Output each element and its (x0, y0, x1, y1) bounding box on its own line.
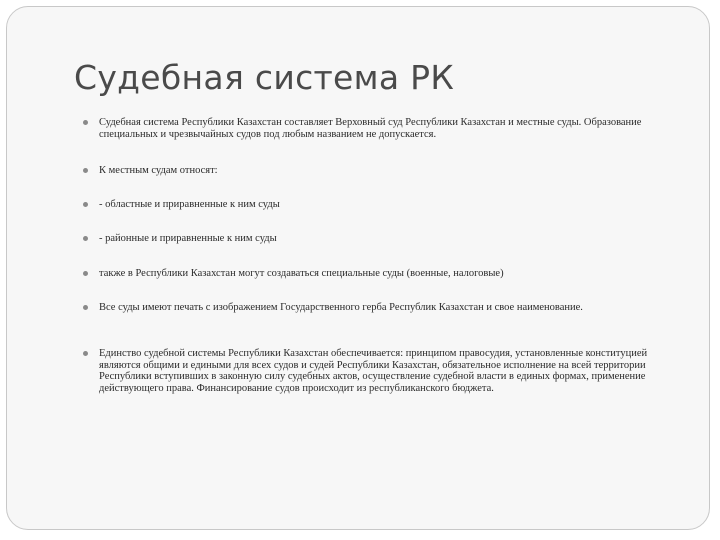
bullet-text: - областные и приравненные к ним суды (99, 199, 280, 210)
bullet-dot-icon (83, 168, 88, 173)
bullet-text: Все суды имеют печать с изображением Государственного герба Республик Казахстан и свое наименование. (99, 302, 583, 313)
bullet-dot-icon (83, 236, 88, 241)
bullet-text: К местным судам относят: (99, 165, 218, 176)
bullet-text: также в Республики Казахстан могут создаваться специальные суды (военные, налоговые) (99, 268, 504, 279)
bullet-dot-icon (83, 202, 88, 207)
bullet-text: Единство судебной системы Республики Казахстан обеспечивается: принципом правосудия, установленные конституцией являются общими и едиными для всех судов и судей Республики Казахстан, обязательное исполнение на всей территории Республики вступивших в законную силу судебных актов, осуществление судебной власти в единых формах, применение действующего права. Финансирование судов происходит из республиканского бюджета. (99, 348, 648, 394)
bullet-dot-icon (83, 120, 88, 125)
bullet-text: - районные и приравненные к ним суды (99, 233, 277, 244)
bullet-text: Судебная система Республики Казахстан составляет Верховный суд Республики Казахстан и местные суды. Образование специальных и чрезвычайных судов под любым названием не допускается. (99, 117, 642, 140)
slide-title: Судебная система РК (74, 58, 455, 97)
bullet-dot-icon (83, 305, 88, 310)
bullet-dot-icon (83, 271, 88, 276)
bullet-dot-icon (83, 351, 88, 356)
